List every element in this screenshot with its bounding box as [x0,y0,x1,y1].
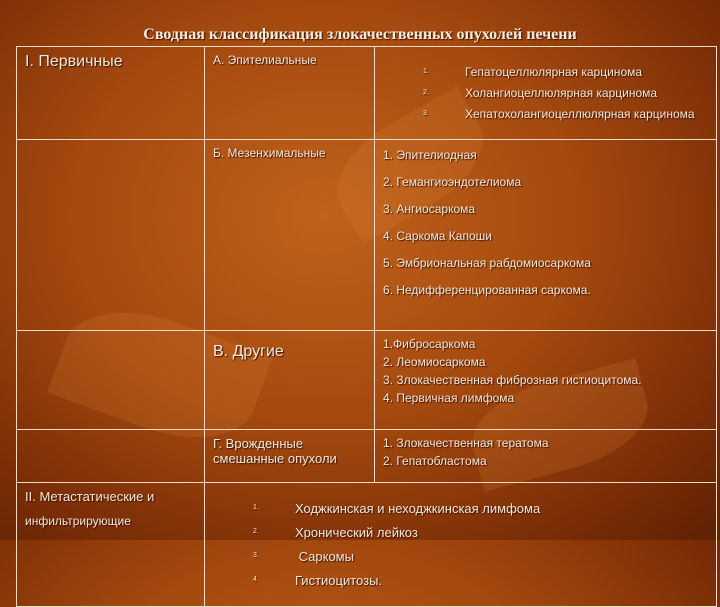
items-cell [375,140,717,331]
subcategory-cell: Б. Мезенхимальные [205,140,375,331]
item-number: 4. [253,576,259,583]
list-item: 1. Злокачественная тератома [383,436,549,450]
list-item: 2. Гемангиоэндотелиома [383,175,522,189]
item-text: Саркомы [295,549,354,564]
item-number: 2. [423,89,429,96]
category-label: II. Метастатические и [25,489,155,504]
item-text: Гистиоцитозы. [295,573,383,588]
list-item: 4. Первичная лимфома [383,391,515,405]
category-cell: I. Первичные [17,47,205,140]
list-item [253,573,708,588]
item-text: Хепатохолангиоцеллюлярная карцинома [465,107,695,121]
list-item [253,525,708,540]
category-cell [17,331,205,430]
category-cell [17,140,205,331]
table-row [17,430,717,483]
list-item: 3. Злокачественная фиброзная гистиоцитома. [383,373,642,387]
list-item: 6. Недифференцированная саркома. [383,283,591,297]
items-cell [205,483,717,607]
table-row [17,47,717,140]
item-text: Ходжкинская и неходжкинская лимфома [295,501,541,516]
list-item [423,86,708,100]
list-item: 3. Ангиосаркома [383,202,476,216]
item-text: Хронический лейкоз [295,525,418,540]
subcategory-cell: В. Другие [205,331,375,430]
items-cell [375,331,717,430]
slide-title: Сводная классификация злокачественных опухолей печени [143,26,577,43]
list-item: 1.Фибросаркома [383,337,476,351]
list-item: 2. Леомиосаркома [383,355,486,369]
category-label: инфильтрирующие [25,514,131,528]
list-item: 4. Саркома Капоши [383,229,492,243]
table-row [17,483,717,607]
list-item [423,65,708,79]
category-cell [17,483,205,607]
table-row [17,140,717,331]
classification-table [16,46,717,607]
category-cell [17,430,205,483]
subcategory-cell: А. Эпителиальные [205,47,375,140]
list-item [253,501,708,516]
list-item [423,107,708,121]
items-cell [375,47,717,140]
item-number: 1. [253,504,259,511]
list-item: 5. Эмбриональная рабдомиосаркома [383,256,591,270]
list-item: 1. Эпителиодная [383,148,477,162]
item-number: 3. [423,110,429,117]
item-text: Холангиоцеллюлярная карцинома [465,86,658,100]
items-cell [375,430,717,483]
item-number: 1. [423,68,429,75]
item-number: 3. [253,552,259,559]
subcategory-cell: Г. Врожденные смешанные опухоли [205,430,375,483]
item-text: Гепатоцеллюлярная карцинома [465,65,643,79]
list-item [253,549,708,564]
item-number: 2. [253,528,259,535]
list-item: 2. Гепатобластома [383,454,487,468]
table-row [17,331,717,430]
